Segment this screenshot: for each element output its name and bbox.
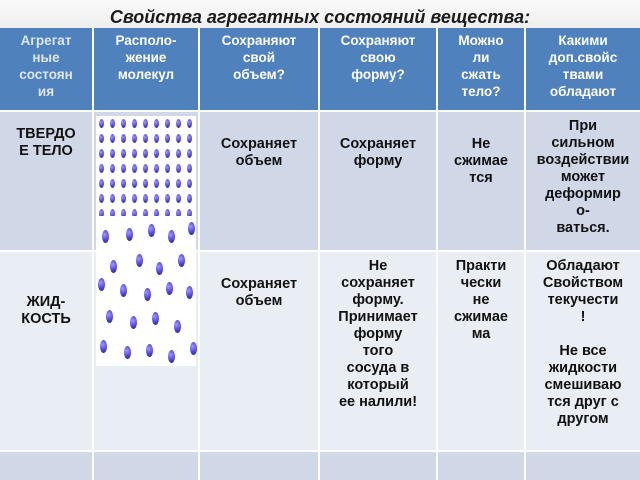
molecule-dot: [188, 222, 195, 235]
liquid-compress-text: Практи чески не сжимае ма: [454, 258, 508, 342]
molecule-dot: [121, 119, 126, 128]
properties-table: [0, 28, 640, 480]
molecule-dot: [176, 164, 181, 173]
molecule-dot: [99, 194, 104, 203]
header-shape: Сохраняют свою форму?: [320, 28, 436, 110]
molecule-dot: [176, 119, 181, 128]
molecule-dot: [143, 179, 148, 188]
molecule-dot: [154, 149, 159, 158]
molecule-dot: [187, 134, 192, 143]
molecule-dot: [110, 149, 115, 158]
molecule-dot: [154, 179, 159, 188]
molecule-dot: [176, 194, 181, 203]
molecule-dot: [132, 134, 137, 143]
solid-volume-cell: [200, 112, 318, 250]
molecule-dot: [186, 286, 193, 299]
header-volume: Сохраняют свой объем?: [200, 28, 318, 110]
molecule-dot: [124, 346, 131, 359]
liquid-shape-text: Не сохраняет форму. Принимает форму того сосуда в который ее налили!: [338, 258, 418, 410]
molecule-dot: [176, 179, 181, 188]
slide-title: Свойства агрегатных состояний вещества:: [0, 0, 640, 30]
solid-shape-cell: [320, 112, 436, 250]
solid-compress-text: Не сжимае тся: [454, 136, 508, 186]
molecule-dot: [152, 312, 159, 325]
molecule-dot: [102, 230, 109, 243]
extra-row-cell-4: [320, 452, 436, 480]
liquid-shape-cell: [320, 252, 436, 450]
liquid-volume-cell: [200, 252, 318, 450]
header-arrangement: Располо- жение молекул: [94, 28, 198, 110]
liquid-compress-cell: [438, 252, 524, 450]
molecule-dot: [143, 164, 148, 173]
extra-row-cell-2: [94, 452, 198, 480]
molecule-dot: [176, 134, 181, 143]
solid-state-label: [0, 112, 92, 250]
molecule-dot: [106, 310, 113, 323]
molecule-dot: [143, 194, 148, 203]
extra-row-cell-5: [438, 452, 524, 480]
liquid-extra-cell: [526, 252, 640, 450]
molecule-dot: [121, 164, 126, 173]
molecule-dot: [110, 119, 115, 128]
molecule-dot: [165, 194, 170, 203]
molecule-dot: [110, 179, 115, 188]
molecule-dot: [156, 262, 163, 275]
liquid-molecule-scatter: [96, 216, 196, 366]
molecule-dot: [99, 179, 104, 188]
molecule-dot: [121, 134, 126, 143]
extra-row-cell-3: [200, 452, 318, 480]
molecule-dot: [148, 224, 155, 237]
solid-compress-cell: [438, 112, 524, 250]
molecule-dot: [99, 164, 104, 173]
molecule-dot: [176, 149, 181, 158]
molecule-dot: [121, 149, 126, 158]
liquid-state-label: [0, 252, 92, 450]
molecule-dot: [154, 194, 159, 203]
liquid-volume-text: Сохраняет объем: [220, 276, 298, 309]
solid-extra-text: При сильном воздействии может деформир о- ваться.: [536, 118, 630, 236]
molecule-dot: [143, 149, 148, 158]
header-extra: Какими доп.свойс твами обладают: [526, 28, 640, 110]
header-compress: Можно ли сжать тело?: [438, 28, 524, 110]
liquid-state-text: ЖИД- КОСТЬ: [21, 294, 71, 327]
molecule-dot: [110, 194, 115, 203]
extra-row-cell-6: [526, 452, 640, 480]
molecule-dot: [187, 179, 192, 188]
molecule-dot: [110, 164, 115, 173]
molecule-dot: [165, 149, 170, 158]
solid-state-text: ТВЕРДО Е ТЕЛО: [16, 126, 76, 159]
molecule-dot: [190, 342, 197, 355]
header-state: Агрегат ные состоян ия: [0, 28, 92, 110]
molecule-dot: [165, 119, 170, 128]
molecule-dot: [132, 179, 137, 188]
molecule-dot: [165, 179, 170, 188]
molecule-dot: [178, 254, 185, 267]
molecule-dot: [132, 164, 137, 173]
molecule-dot: [99, 119, 104, 128]
extra-row-cell-1: [0, 452, 92, 480]
molecule-dot: [168, 230, 175, 243]
molecule-dot: [166, 282, 173, 295]
solid-volume-text: Сохраняет объем: [220, 136, 298, 169]
molecule-dot: [121, 194, 126, 203]
molecule-dot: [143, 134, 148, 143]
molecule-dot: [100, 340, 107, 353]
molecule-dot: [110, 134, 115, 143]
molecule-dot: [99, 149, 104, 158]
molecule-dot: [110, 260, 117, 273]
molecule-dot: [126, 228, 133, 241]
molecule-dot: [187, 149, 192, 158]
molecule-dot: [187, 164, 192, 173]
molecule-dot: [98, 278, 105, 291]
molecule-dot: [99, 134, 104, 143]
molecule-dot: [168, 350, 175, 363]
molecule-dot: [154, 164, 159, 173]
liquid-extra-text: Обладают Свойством текучести ! Не все жидкости смешиваю тся друг с другом: [542, 258, 624, 427]
molecule-dot: [154, 119, 159, 128]
molecule-dot: [187, 194, 192, 203]
molecule-dot: [121, 179, 126, 188]
molecule-dot: [187, 119, 192, 128]
molecule-dot: [174, 320, 181, 333]
molecule-dot: [120, 284, 127, 297]
molecule-dot: [154, 134, 159, 143]
molecule-dot: [130, 316, 137, 329]
molecule-dot: [144, 288, 151, 301]
molecule-dot: [132, 149, 137, 158]
solid-shape-text: Сохраняет форму: [339, 136, 417, 169]
molecule-dot: [136, 254, 143, 267]
solid-extra-cell: [526, 112, 640, 250]
molecule-dot: [132, 194, 137, 203]
molecule-dot: [146, 344, 153, 357]
molecule-dot: [165, 164, 170, 173]
molecule-dot: [132, 119, 137, 128]
molecule-dot: [143, 119, 148, 128]
molecule-dot: [165, 134, 170, 143]
